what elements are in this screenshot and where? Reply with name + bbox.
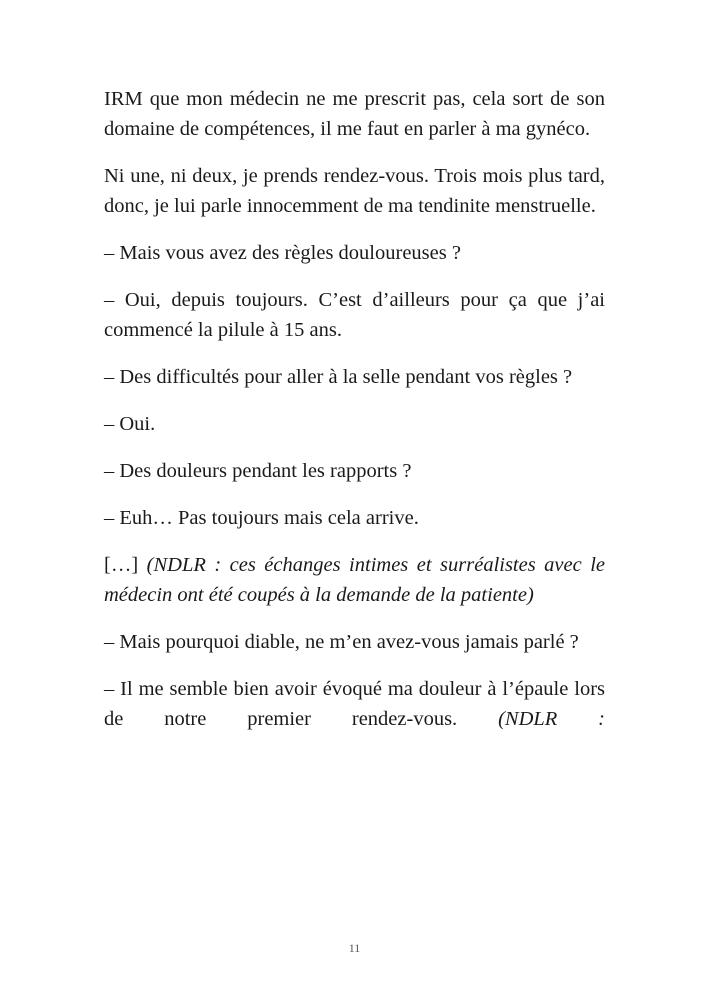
douleur-epaule-text: – Il me semble bien avoir évoqué ma douleur à l’épaule lors de notre premier rendez-vous.	[104, 678, 605, 730]
paragraph-rendez-vous: Ni une, ni deux, je prends rendez-vous. Trois mois plus tard, donc, je lui parle innocemment de ma tendinite menstruelle.	[104, 165, 605, 217]
dialogue-euh: – Euh… Pas toujours mais cela arrive.	[104, 507, 419, 529]
ndlr-italic-start: (NDLR :	[498, 708, 606, 730]
paragraph-irm: IRM que mon médecin ne me prescrit pas, cela sort de son domaine de compétences, il me faut en parler à ma gynéco.	[104, 88, 605, 140]
ndlr-italic-note: (NDLR : ces échanges intimes et surréalistes avec le médecin ont été coupés à la demande de la patiente)	[104, 554, 606, 606]
dialogue-douleur-epaule	[104, 674, 605, 734]
dialogue-regles-douloureuses: – Mais vous avez des règles douloureuses ?	[104, 242, 461, 264]
paragraph-ndlr-note	[104, 550, 605, 610]
dialogue-difficultes-selle: – Des difficultés pour aller à la selle pendant vos règles ?	[104, 366, 573, 388]
dialogue-pourquoi-diable: – Mais pourquoi diable, ne m’en avez-vous jamais parlé ?	[104, 631, 579, 653]
page-number: 11	[348, 941, 361, 955]
dialogue-douleurs-rapports: – Des douleurs pendant les rapports ?	[104, 460, 412, 482]
dialogue-depuis-toujours: – Oui, depuis toujours. C’est d’ailleurs pour ça que j’ai commencé la pilule à 15 ans.	[104, 289, 605, 341]
body-text	[104, 84, 605, 751]
ellipsis-bracket: […]	[104, 554, 147, 576]
dialogue-oui: – Oui.	[104, 413, 156, 435]
